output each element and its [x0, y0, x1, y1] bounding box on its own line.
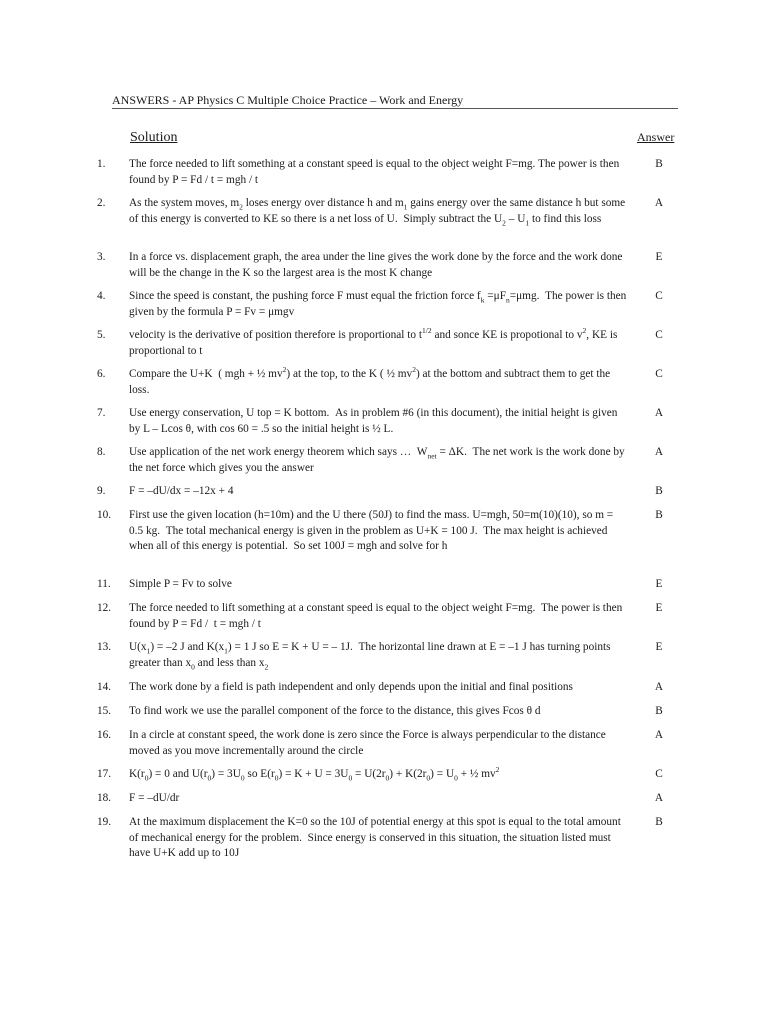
solution-text: Since the speed is constant, the pushing force F must equal the friction force $f_k =\mu F_n=\mu mg$. The power is then given by the formula P = Fv = μmgv — [129, 290, 627, 318]
answer-letter: E — [655, 578, 663, 590]
header-divider — [112, 108, 678, 109]
solution-text: The work done by a field is path independent and only depends upon the initial and final positions — [129, 681, 573, 693]
solution-text: The force needed to lift something at a constant speed is equal to the object weight F=mg. The power is then found by P = Fd / t = mgh / t — [129, 158, 620, 186]
question-number: 16. — [97, 729, 112, 741]
question-number: 2. — [97, 197, 106, 209]
answer-letter: A — [654, 197, 664, 209]
solution-text: In a force vs. displacement graph, the area under the line gives the work done by the force and the work done will be the change in the K so the largest area is the most K change — [129, 251, 623, 279]
question-number: 12. — [97, 602, 112, 614]
question-number: 6. — [97, 368, 106, 380]
question-number: 19. — [97, 816, 112, 828]
question-number: 5. — [97, 329, 106, 341]
question-number: 15. — [97, 705, 112, 717]
answer-letter: A — [654, 681, 664, 693]
answer-letter: B — [655, 509, 663, 521]
solution-text: First use the given location (h=10m) and the U there (50J) to find the mass. U=mgh, 50=m(10)(10), so m = 0.5 kg. The total mechanical energy is given in the problem as U+K = 100 J. The max height is achieved when all of this energy is potential. So set 100J = mgh and solve for h — [129, 509, 614, 552]
document-title: ANSWERS - AP Physics C Multiple Choice Practice – Work and Energy — [112, 93, 464, 107]
question-number: 8. — [97, 446, 106, 458]
solution-text: At the maximum displacement the K=0 so the 10J of potential energy at this spot is equal to the total amount of mechanical energy for the problem. Since energy is conserved in this situation, the situation listed must have U+K add up to 10J — [129, 816, 621, 859]
answer-letter: E — [655, 251, 663, 263]
answer-letter: B — [655, 816, 663, 828]
question-number: 10. — [97, 509, 112, 521]
solution-text: $K(r_0) = 0$ and $U(r_0) = 3U_0$ so $E(r_0) = K + U = 3U_0 = U(2r_0) + K(2r_0) = U_0$ + ½ $mv^2$ — [129, 765, 500, 783]
solution-text: Use application of the net work energy theorem which says … $W_{net} = \Delta K$. The net work is the work done by the net force which gives you the answer — [129, 446, 625, 474]
question-number: 17. — [97, 768, 112, 780]
answer-letter: E — [655, 641, 663, 653]
solution-text: $U(x_1) = -2$ J and $K(x_1) = 1$ J so E = K + U = – 1J. The horizontal line drawn at E = –1 J has turning points greater than $x_0$ and less than $x_2$ — [129, 641, 611, 671]
solution-text: As the system moves, $m_2$ loses energy over distance h and $m_1$ gains energy over the same distance h but some of this energy is converted to KE so there is a net loss of U. Simply subtract the $U_2 - U_1$ to find this loss — [129, 197, 626, 227]
answer-column-header: Answer — [637, 130, 675, 144]
solution-text: F = –dU/dr — [129, 792, 180, 804]
answer-letter: C — [655, 768, 663, 780]
question-number: 4. — [97, 290, 106, 302]
solution-text: Simple P = Fv to solve — [129, 578, 232, 590]
question-number: 18. — [97, 792, 112, 804]
answer-letter: A — [654, 446, 664, 458]
solution-text: Use energy conservation, U top = K bottom. As in problem #6 (in this document), the initial height is given by L – Lcos θ, with cos 60 = .5 so the initial height is ½ L. — [129, 407, 618, 435]
question-number: 11. — [97, 578, 111, 590]
solution-text: velocity is the derivative of position therefore is proportional to $t^{1/2}$ and sonce KE is propotional to $v^2$, KE is proportional to t — [129, 326, 618, 357]
question-number: 13. — [97, 641, 112, 653]
solution-text: To find work we use the parallel component of the force to the distance, this gives Fcos θ d — [129, 705, 541, 717]
answer-letter: B — [655, 485, 663, 497]
answer-letter: E — [655, 602, 663, 614]
answer-letter: A — [654, 792, 664, 804]
answer-letter: C — [655, 290, 663, 302]
question-number: 3. — [97, 251, 106, 263]
question-number: 14. — [97, 681, 112, 693]
answer-letter: B — [655, 705, 663, 717]
solution-text: In a circle at constant speed, the work done is zero since the Force is always perpendicular to the distance moved as you move incrementally around the circle — [129, 729, 606, 757]
solution-text: The force needed to lift something at a constant speed is equal to the object weight F=mg. The power is then found by P = Fd / t = mgh / t — [129, 602, 623, 630]
question-number: 1. — [97, 158, 106, 170]
answer-letter: C — [655, 329, 663, 341]
question-number: 7. — [97, 407, 106, 419]
solution-text: Compare the U+K ( mgh + ½ $mv^2$) at the top, to the K ( ½ $mv^2$) at the bottom and subtract them to get the loss. — [129, 365, 611, 396]
answer-letter: A — [654, 407, 664, 419]
solution-text: F = –dU/dx = –12x + 4 — [129, 485, 234, 497]
question-number: 9. — [97, 485, 106, 497]
solution-column-header: Solution — [130, 130, 178, 145]
answer-letter: B — [655, 158, 663, 170]
answer-letter: A — [654, 729, 664, 741]
answer-letter: C — [655, 368, 663, 380]
